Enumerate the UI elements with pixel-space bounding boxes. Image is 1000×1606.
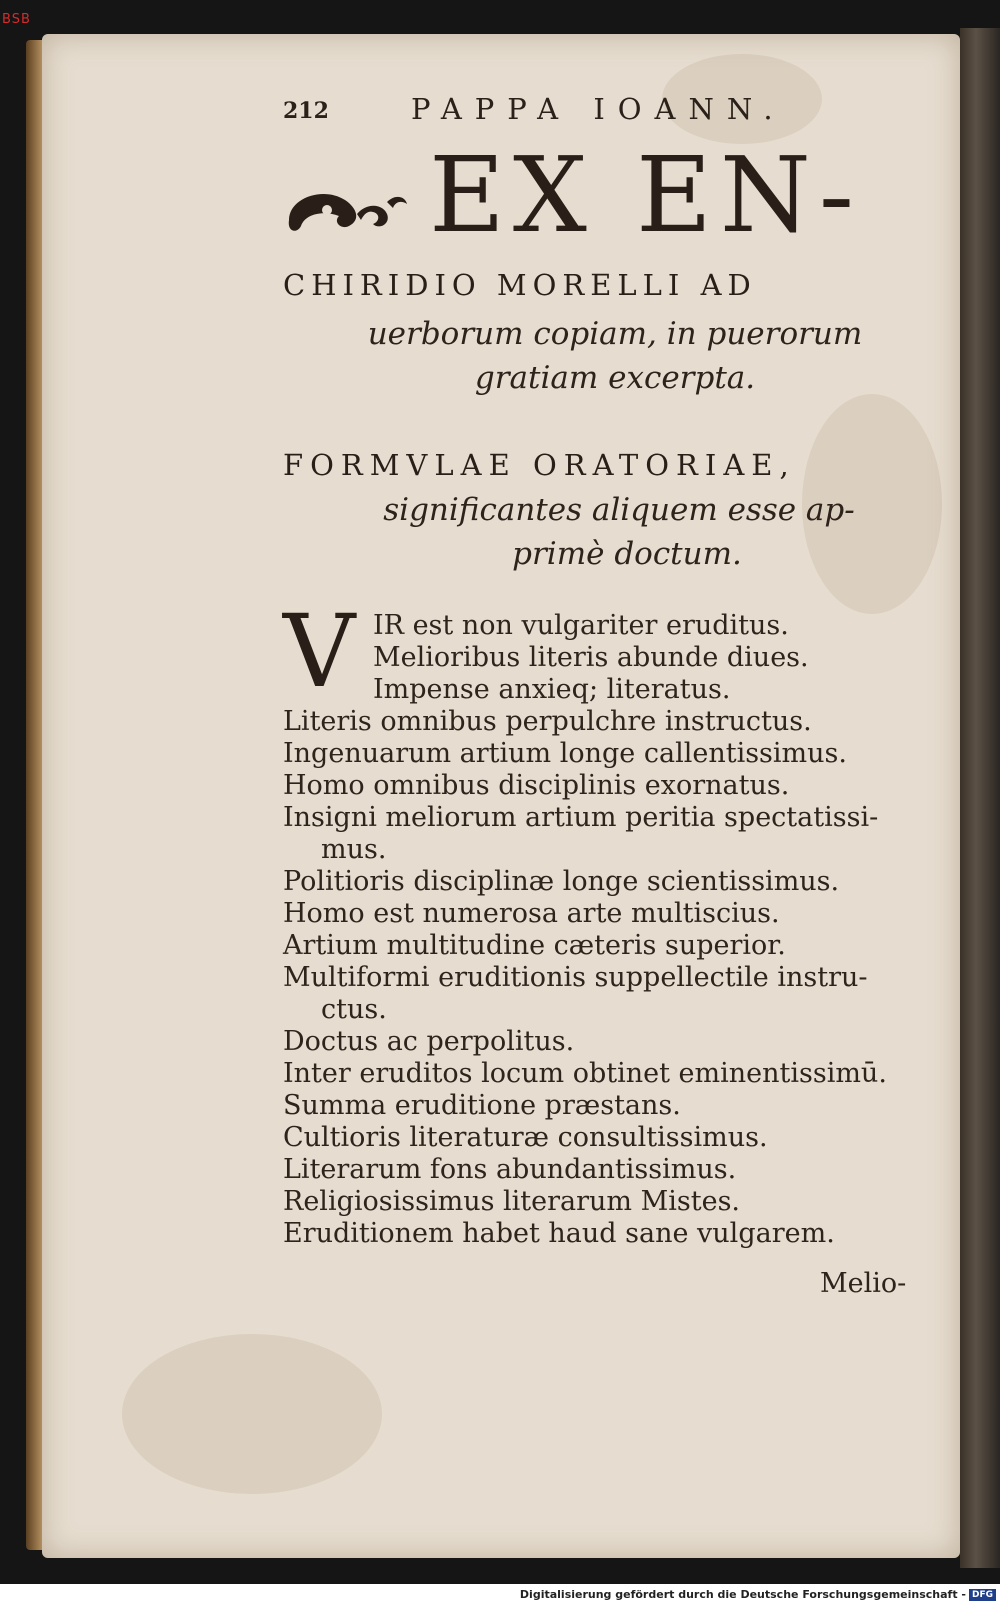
book-right-edge — [960, 28, 1000, 1568]
phrase-line: Inter eruditos locum obtinet eminentissimū. — [283, 1058, 887, 1089]
title-large: EX EN- — [429, 134, 863, 256]
phrase-line: Artium multitudine cæteris superior. — [283, 930, 786, 961]
section-italic-line-1: significantes aliquem esse ap- — [383, 492, 855, 528]
running-header — [283, 92, 923, 132]
page-number: 212 — [283, 98, 329, 124]
section-heading: FORMVLAE ORATORIAE, — [283, 448, 796, 482]
section-italic-line-2: primè doctum. — [512, 536, 742, 572]
phrase-line: Insigni meliorum artium peritia spectatissi- — [283, 802, 879, 833]
drop-cap: V — [283, 593, 356, 710]
title-block — [283, 134, 933, 256]
phrase-line: Homo omnibus disciplinis exornatus. — [283, 770, 790, 801]
phrase-line: Politioris disciplinæ longe scientissimus. — [283, 866, 840, 897]
phrase-line: Cultioris literaturæ consultissimus. — [283, 1122, 768, 1153]
phrase-line: Ingenuarum artium longe callentissimus. — [283, 738, 847, 769]
phrase-line: Homo est numerosa arte multiscius. — [283, 898, 780, 929]
fleuron-ornament-icon — [283, 180, 413, 240]
title-caps-line: CHIRIDIO MORELLI AD — [283, 268, 757, 302]
phrase-line: Doctus ac perpolitus. — [283, 1026, 575, 1057]
phrase-line: ctus. — [321, 994, 387, 1025]
phrase-line: Literis omnibus perpulchre instructus. — [283, 706, 812, 737]
catchword: Melio- — [820, 1268, 907, 1299]
phrase-line: Religiosissimus literarum Mistes. — [283, 1186, 741, 1217]
dfg-credit-text: Digitalisierung gefördert durch die Deutsche Forschungsgemeinschaft - — [519, 1588, 966, 1601]
paper-stain — [122, 1334, 382, 1494]
title-italic-line-1: uerborum copiam, in puerorum — [367, 316, 863, 352]
title-italic-line-2: gratiam excerpta. — [474, 360, 756, 396]
dfg-credit — [520, 1588, 996, 1601]
phrase-line: Melioribus literis abunde diues. — [373, 642, 809, 673]
phrase-line: Impense anxieq; literatus. — [373, 674, 731, 705]
phrase-line: mus. — [321, 834, 387, 865]
phrase-line: IR est non vulgariter eruditus. — [373, 610, 789, 641]
footer-bar — [0, 1584, 1000, 1606]
phrase-line: Eruditionem habet haud sane vulgarem. — [283, 1218, 835, 1249]
phrase-line: Literarum fons abundantissimus. — [283, 1154, 737, 1185]
phrase-line: Summa eruditione præstans. — [283, 1090, 681, 1121]
dfg-logo: DFG — [969, 1589, 996, 1601]
phrase-line: Multiformi eruditionis suppellectile instru- — [283, 962, 868, 993]
library-logo: BSB — [2, 12, 31, 27]
running-title: PAPPA IOANN. — [411, 92, 786, 126]
